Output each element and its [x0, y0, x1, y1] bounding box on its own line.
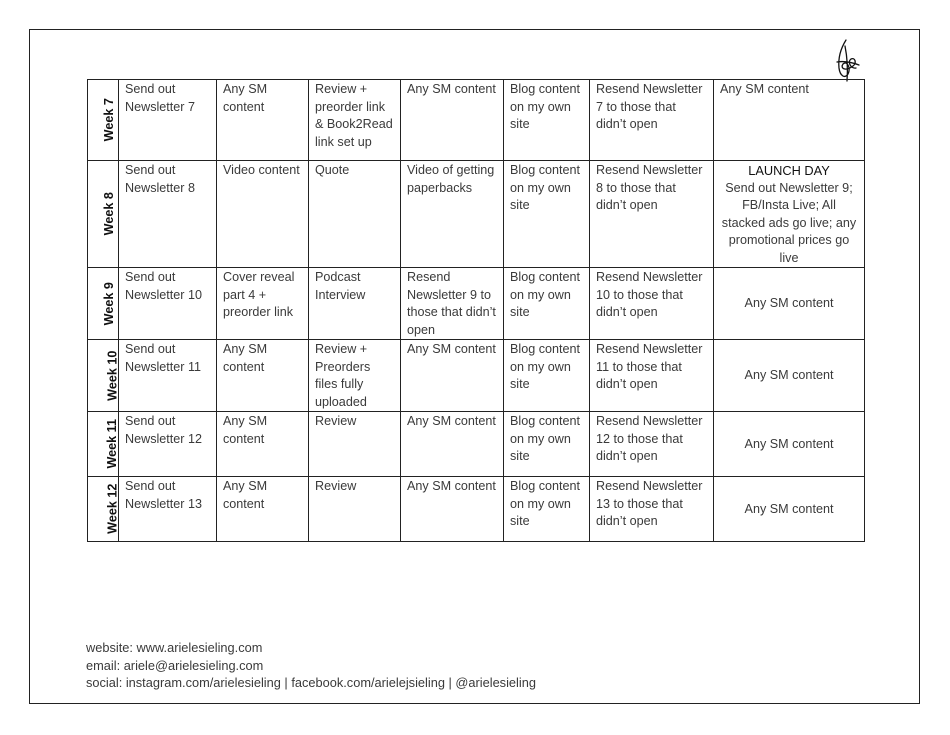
footer-email: email: ariele@arielesieling.com [86, 657, 264, 673]
footer-social: social: instagram.com/arielesieling | facebook.com/arielejsieling | @arielesieling [86, 675, 536, 690]
schedule-table [87, 79, 865, 542]
table-cell: Any SM content [714, 80, 865, 161]
table-cell: Resend Newsletter 8 to those that didn’t open [590, 161, 714, 268]
table-cell: Any SM content [401, 80, 504, 161]
table-cell: Any SM content [714, 340, 865, 412]
table-cell: Cover reveal part 4 + preorder link [217, 268, 309, 340]
week-label: Week 11 [88, 412, 119, 477]
table-cell: Review [309, 477, 401, 542]
table-cell: Send out Newsletter 10 [119, 268, 217, 340]
week-label: Week 7 [88, 80, 119, 161]
table-cell: Video of getting paperbacks [401, 161, 504, 268]
table-cell: Blog content on my own site [504, 80, 590, 161]
table-cell: Blog content on my own site [504, 477, 590, 542]
table-cell: Podcast Interview [309, 268, 401, 340]
table-cell: Any SM content [217, 340, 309, 412]
table-cell: Send out Newsletter 13 [119, 477, 217, 542]
week-label: Week 9 [88, 268, 119, 340]
signature-logo-icon [833, 38, 861, 82]
table-cell: Send out Newsletter 11 [119, 340, 217, 412]
table-cell: Review [309, 412, 401, 477]
table-cell: Resend Newsletter 7 to those that didn’t open [590, 80, 714, 161]
table-cell: Resend Newsletter 13 to those that didn’t open [590, 477, 714, 542]
table-row [88, 80, 865, 161]
table-cell: Any SM content [401, 477, 504, 542]
table-cell: Any SM content [401, 340, 504, 412]
footer-contact [86, 639, 536, 692]
table-cell: Send out Newsletter 7 [119, 80, 217, 161]
table-cell: Send out Newsletter 8 [119, 161, 217, 268]
launch-day-title: LAUNCH DAY [748, 163, 830, 178]
table-cell: Blog content on my own site [504, 268, 590, 340]
table-cell: Any SM content [217, 412, 309, 477]
launch-day-cell [714, 161, 865, 268]
table-row [88, 268, 865, 340]
table-cell: Any SM content [714, 412, 865, 477]
table-cell: Resend Newsletter 9 to those that didn’t open [401, 268, 504, 340]
table-row [88, 161, 865, 268]
table-cell: Blog content on my own site [504, 340, 590, 412]
table-cell: Resend Newsletter 10 to those that didn’t open [590, 268, 714, 340]
table-cell: Any SM content [714, 268, 865, 340]
table-cell: Blog content on my own site [504, 161, 590, 268]
table-cell: Resend Newsletter 12 to those that didn’t open [590, 412, 714, 477]
table-cell: Send out Newsletter 12 [119, 412, 217, 477]
table-row [88, 477, 865, 542]
launch-day-text: Send out Newsletter 9; FB/Insta Live; All stacked ads go live; any promotional prices go live [721, 180, 857, 265]
week-label: Week 8 [88, 161, 119, 268]
table-cell: Quote [309, 161, 401, 268]
table-cell: Any SM content [217, 80, 309, 161]
table-cell: Resend Newsletter 11 to those that didn’t open [590, 340, 714, 412]
table-cell: Review + Preorders files fully uploaded [309, 340, 401, 412]
footer-website: website: www.arielesieling.com [86, 640, 263, 655]
table-cell: Any SM content [401, 412, 504, 477]
table-cell: Video content [217, 161, 309, 268]
table-cell: Blog content on my own site [504, 412, 590, 477]
table-cell: Any SM content [217, 477, 309, 542]
table-cell: Any SM content [714, 477, 865, 542]
table-row [88, 340, 865, 412]
table-cell: Review + preorder link & Book2Read link set up [309, 80, 401, 161]
week-label: Week 10 [88, 340, 119, 412]
table-row [88, 412, 865, 477]
week-label: Week 12 [88, 477, 119, 542]
